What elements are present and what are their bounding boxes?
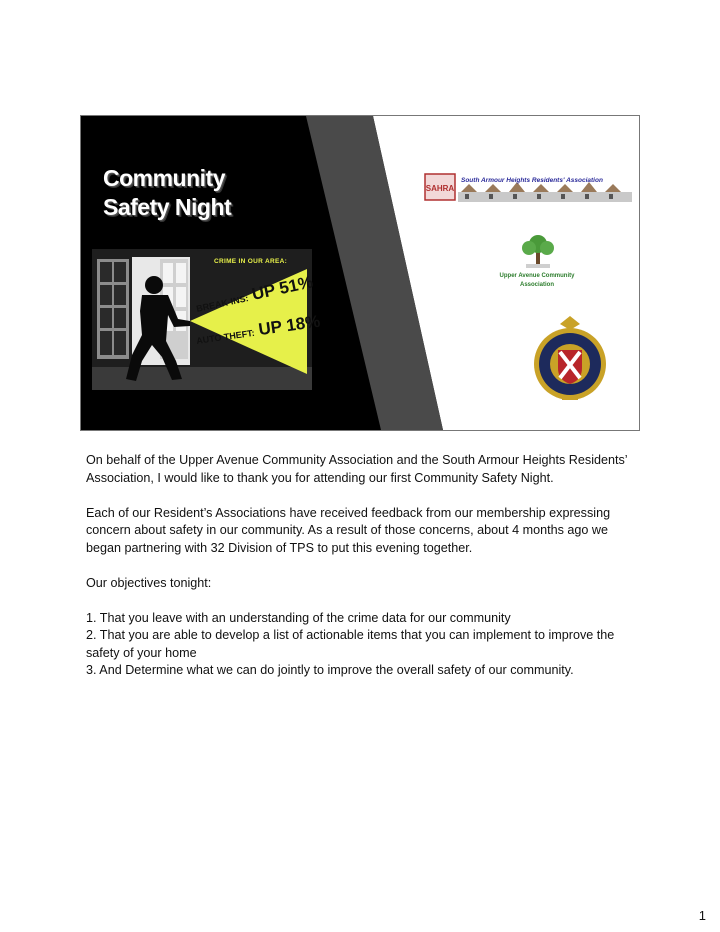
notes-paragraph-1: On behalf of the Upper Avenue Community Association and the South Armour Heights Residents’ Association, I would like to thank you for attending our first Community Safety Night.: [86, 453, 628, 485]
crime-stats-image: [92, 249, 322, 390]
objective-item-1: 1. That you leave with an understanding of the crime data for our community: [86, 610, 511, 625]
break-ins-label: BREAK-INS:: [195, 293, 250, 314]
slide-title-line1: Community: [103, 165, 225, 191]
page-number: 1: [698, 908, 706, 923]
auto-theft-label: AUTO THEFT:: [195, 327, 256, 346]
uaca-name-line1: Upper Avenue Community: [499, 273, 575, 279]
slide-title-line2: Safety Night: [103, 194, 232, 220]
objective-item-3: 3. And Determine what we can do jointly to improve the overall safety of our community.: [86, 663, 574, 677]
sahra-name: South Armour Heights Residents' Association: [461, 177, 603, 184]
uaca-tree-logo-icon: [518, 232, 558, 270]
auto-theft-value: UP 18%: [257, 311, 322, 340]
crime-header-text: CRIME IN OUR AREA:: [214, 258, 288, 265]
slide-title: [103, 164, 231, 222]
uaca-name: [485, 272, 589, 290]
slide-thumbnail: [80, 115, 640, 431]
notes-paragraph-2: Each of our Resident’s Associations have received feedback from our membership expressing concern about safety in our community. As a result of those concerns, about 4 months ago we began partnering with 32 Division of TPS to put this evening together.: [86, 505, 611, 555]
toronto-police-badge-icon: [532, 316, 608, 402]
objective-item-2: 2. That you are able to develop a list of actionable items that you can implement to improve the safety of your home: [86, 628, 615, 660]
notes-paragraph-3: Our objectives tonight:: [86, 575, 212, 590]
break-ins-value: UP 51%: [250, 272, 315, 304]
sahra-abbrev: SAHRA: [425, 184, 455, 193]
speaker-notes: [86, 452, 646, 680]
uaca-name-line2: Association: [519, 282, 554, 288]
